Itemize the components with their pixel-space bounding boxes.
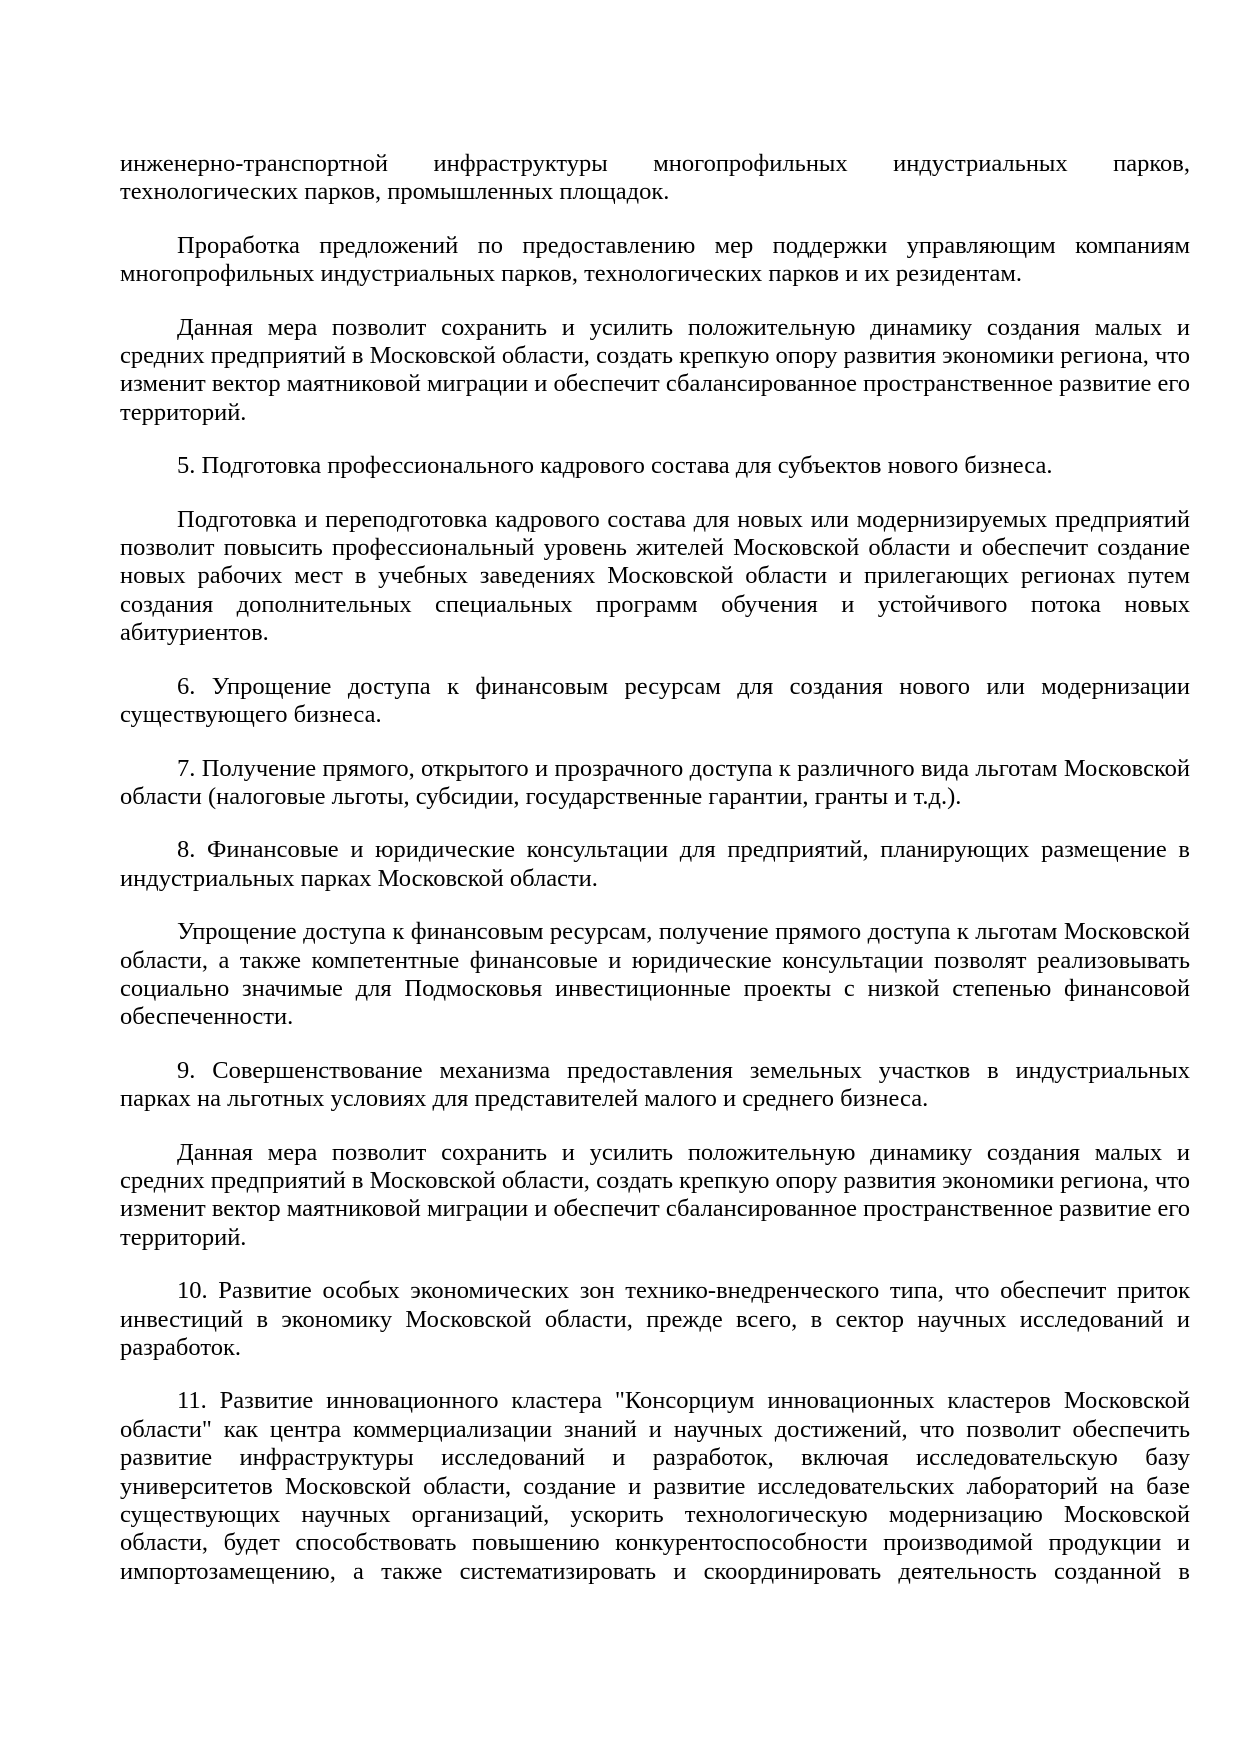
paragraph: Упрощение доступа к финансовым ресурсам, получение прямого доступа к льготам Московской области, а также компетентные финансовые и юридические консультации позволят реализовывать социально значимые для Подмосковья инвестиционные проекты с низкой степенью финансовой обеспеченности.	[120, 918, 1190, 1031]
list-item-5: 5. Подготовка профессионального кадрового состава для субъектов нового бизнеса.	[177, 452, 1053, 480]
list-item-8: 8. Финансовые и юридические консультации для предприятий, планирующих размещение в индустриальных парках Московской области.	[120, 836, 1190, 892]
paragraph: Подготовка и переподготовка кадрового состава для новых или модернизируемых предприятий позволит повысить профессиональный уровень жителей Московской области и обеспечит создание новых рабочих мест в учебных заведениях Московской области и прилегающих регионах путем создания дополнительных специальных программ обучения и устойчивого потока новых абитуриентов.	[120, 505, 1190, 647]
list-item-10: 10. Развитие особых экономических зон технико-внедренческого типа, что обеспечит приток инвестиций в экономику Московской области, прежде всего, в сектор научных исследований и разработок.	[120, 1277, 1190, 1361]
list-item-6: 6. Упрощение доступа к финансовым ресурсам для создания нового или модернизации существующего бизнеса.	[120, 672, 1190, 729]
document-page	[120, 150, 1190, 1611]
list-item-11: 11. Развитие инновационного кластера "Консорциум инновационных кластеров Московской области" как центра коммерциализации знаний и научных достижений, что позволит обеспечить развитие инфраструктуры исследований и разработок, включая исследовательскую базу университетов Московской области, создание и развитие исследовательских лабораторий на базе существующих научных организаций, ускорить технологическую модернизацию Московской области, будет способствовать повышению конкурентоспособности производимой продукции и импортозамещению, а также систематизировать и скоординировать деятельность созданной в	[120, 1387, 1190, 1585]
paragraph: Данная мера позволит сохранить и усилить положительную динамику создания малых и средних предприятий в Московской области, создать крепкую опору развития экономики региона, что изменит вектор маятниковой миграции и обеспечит сбалансированное пространственное развитие его территорий.	[120, 1138, 1191, 1251]
paragraph: инженерно-транспортной инфраструктуры многопрофильных индустриальных парков, технологических парков, промышленных площадок.	[120, 150, 1190, 206]
list-item-9: 9. Совершенствование механизма предоставления земельных участков в индустриальных парках на льготных условиях для представителей малого и среднего бизнеса.	[120, 1056, 1190, 1113]
paragraph: Данная мера позволит сохранить и усилить положительную динамику создания малых и средних предприятий в Московской области, создать крепкую опору развития экономики региона, что изменит вектор маятниковой миграции и обеспечит сбалансированное пространственное развитие его территорий.	[120, 313, 1191, 426]
list-item-7: 7. Получение прямого, открытого и прозрачного доступа к различного вида льготам Московской области (налоговые льготы, субсидии, государственные гарантии, гранты и т.д.).	[120, 754, 1190, 810]
paragraph: Проработка предложений по предоставлению мер поддержки управляющим компаниям многопрофильных индустриальных парков, технологических парков и их резидентам.	[120, 231, 1190, 288]
